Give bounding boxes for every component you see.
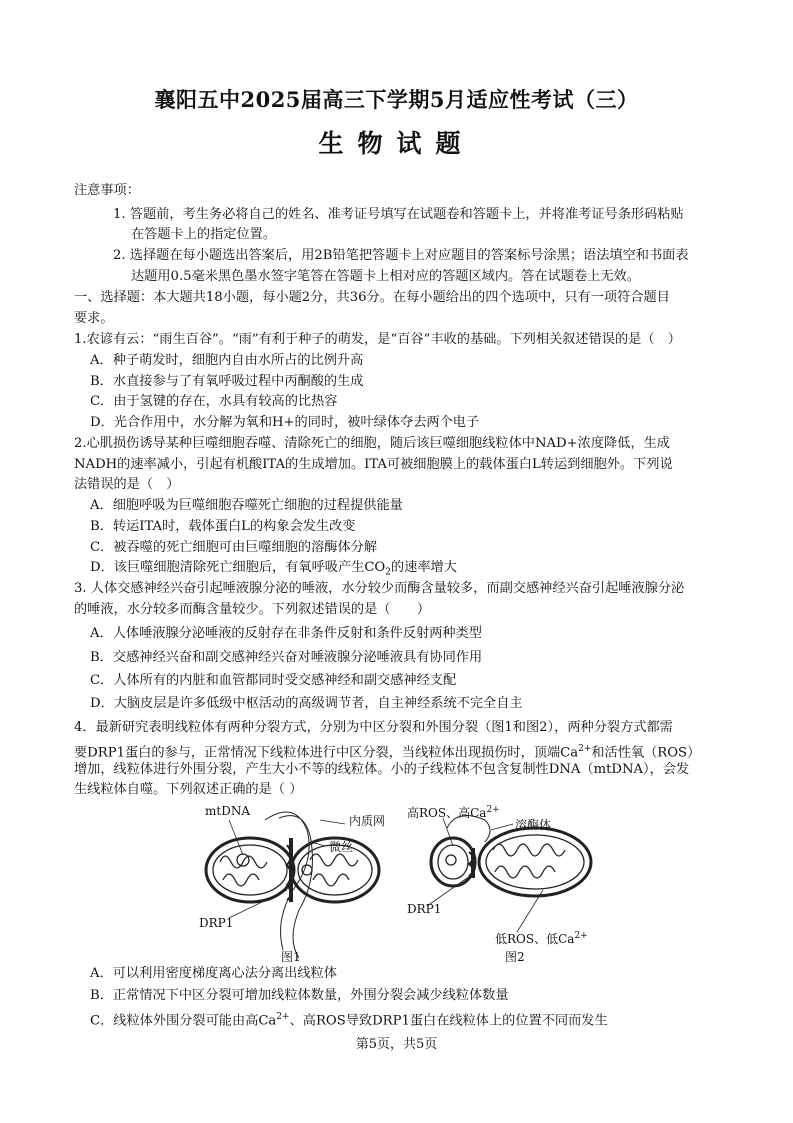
notice-heading: 注意事项： bbox=[74, 183, 140, 198]
q3-option-a: A．人体唾液腺分泌唾液的反射存在非条件反射和条件反射两种类型 bbox=[90, 626, 482, 641]
label-microfilament: 微丝 bbox=[329, 840, 354, 854]
section-1-line-2: 要求。 bbox=[74, 311, 114, 326]
q3-option-d: D．大脑皮层是许多低级中枢活动的高级调节者，自主神经系统不完全自主 bbox=[90, 696, 523, 711]
q1-stem: 1.农谚有云：“雨生百谷”。“雨”有利于种子的萌发，是“百谷”丰收的基础。下列相关叙述错误的是（ ） bbox=[74, 332, 681, 347]
q2-option-c: C．被吞噬的死亡细胞可由巨噬细胞的溶酶体分解 bbox=[90, 540, 378, 555]
q3-option-c: C．人体所有的内脏和血管都同时受交感神经和副交感神经支配 bbox=[90, 673, 457, 688]
page-footer: 第5页，共5页 bbox=[355, 1037, 438, 1052]
q4-stem-line-4: 生线粒体自噬。下列叙述正确的是（ ） bbox=[74, 782, 303, 797]
label-lysosome: 溶酶体 bbox=[515, 818, 552, 832]
q3-stem-line-2: 的唾液，水分较多而酶含量较少。下列叙述错误的是（ ） bbox=[74, 602, 431, 617]
label-mtdna: mtDNA bbox=[205, 804, 250, 818]
label-drp1-fig1: DRP1 bbox=[199, 916, 234, 930]
label-high-ros-ca: 高ROS、高$Ca^{2+}$ bbox=[407, 805, 500, 820]
q4-stem-line-3: 增加，线粒体进行外围分裂，产生大小不等的线粒体。小的子线粒体不包含复制性DNA（mtDNA），会发 bbox=[74, 762, 690, 777]
q1-option-a: A．种子萌发时，细胞内自由水所占的比例升高 bbox=[90, 353, 364, 368]
q4-stem-line-1: 4．最新研究表明线粒体有两种分裂方式，分别为中区分裂和外围分裂（图1和图2），两种分裂方式都需 bbox=[74, 720, 673, 735]
q1-option-c: C．由于氢键的存在，水具有较高的比热容 bbox=[90, 394, 338, 409]
notice-item-2-line-2: 达题用0.5毫米黑色墨水签字笔答在答题卡上相对应的答题区域内。答在试题卷上无效。 bbox=[131, 269, 640, 284]
q2-option-d: D．该巨噬细胞清除死亡细胞后，有氧呼吸产生$CO_2$的速率增大 bbox=[90, 560, 457, 578]
q2-stem-line-1: 2.心肌损伤诱导某种巨噬细胞吞噬、清除死亡的细胞，随后该巨噬细胞线粒体中NAD+浓度降低，生成 bbox=[74, 436, 670, 451]
label-low-ros-ca: 低ROS、低$Ca^{2+}$ bbox=[495, 931, 588, 946]
caption-fig1: 图1 bbox=[281, 950, 301, 964]
q4-stem-line-2: 要DRP1蛋白的参与，正常情况下线粒体进行中区分裂，当线粒体出现损伤时，顶端$Ca^{2+}$和活性氧（ROS） bbox=[74, 744, 701, 761]
q3-stem-line-1: 3. 人体交感神经兴奋引起唾液腺分泌的唾液，水分较少而酶含量较多，而副交感神经兴奋引起唾液腺分泌 bbox=[74, 581, 685, 596]
q4-option-a: A．可以利用密度梯度离心法分离出线粒体 bbox=[90, 966, 337, 981]
notice-item-1-line-1: 1. 答题前，考生务必将自己的姓名、准考证号填写在试题卷和答题卡上，并将准考证号条形码粘贴 bbox=[113, 207, 684, 222]
q3-option-b: B．交感神经兴奋和副交感神经兴奋对唾液腺分泌唾液具有协同作用 bbox=[90, 650, 483, 665]
label-er: 内质网 bbox=[349, 814, 386, 828]
q1-option-d: D．光合作用中，水分解为氧和H+的同时，被叶绿体夺去两个电子 bbox=[90, 415, 480, 430]
mitochondria-fission-figure bbox=[195, 800, 595, 965]
notice-item-2-line-1: 2. 选择题在每小题选出答案后，用2B铅笔把答题卡上对应题目的答案标号涂黑；语法填空和书面表 bbox=[113, 248, 689, 263]
caption-fig2: 图2 bbox=[505, 950, 525, 964]
label-drp1-fig2: DRP1 bbox=[407, 902, 442, 916]
q2-stem-line-2: NADH的速率减小，引起有机酸ITA的生成增加。ITA可被细胞膜上的载体蛋白L转运到细胞外。下列说 bbox=[74, 457, 673, 472]
notice-item-1-line-2: 在答题卡上的指定位置。 bbox=[131, 227, 277, 242]
q2-option-a: A．细胞呼吸为巨噬细胞吞噬死亡细胞的过程提供能量 bbox=[90, 498, 403, 513]
q2-option-b: B．转运ITA时，载体蛋白L的构象会发生改变 bbox=[90, 519, 356, 534]
exam-title: 襄阳五中2025届高三下学期5月适应性考试（三） bbox=[154, 87, 639, 112]
q4-option-b: B．正常情况下中区分裂可增加线粒体数量，外围分裂会减少线粒体数量 bbox=[90, 988, 509, 1003]
subject-title: 生物试题 bbox=[318, 129, 475, 158]
q2-stem-line-3: 法错误的是（ ） bbox=[74, 477, 180, 492]
section-1-line-1: 一、选择题：本大题共18小题，每小题2分，共36分。在每小题给出的四个选项中，只有一项符合题目 bbox=[74, 290, 670, 305]
q1-option-b: B．水直接参与了有氧呼吸过程中丙酮酸的生成 bbox=[90, 374, 364, 389]
q4-option-c: C．线粒体外围分裂可能由高$Ca^{2+}$、高ROS导致DRP1蛋白在线粒体上的位置不同而发生 bbox=[90, 1012, 608, 1029]
